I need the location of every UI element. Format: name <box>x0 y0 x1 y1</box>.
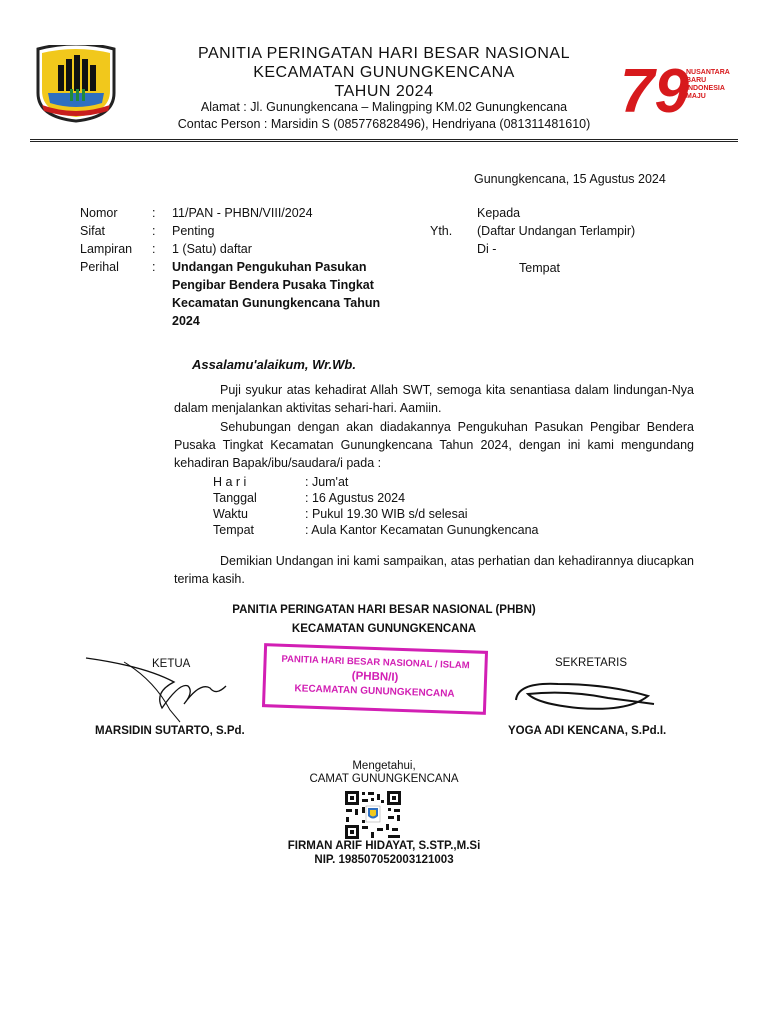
meta-colon: : <box>152 260 156 274</box>
meta-colon: : <box>152 206 156 220</box>
paragraph-1: Puji syukur atas kehadirat Allah SWT, semoga kita senantiasa dalam lindungan-Nya dalam menjalankan aktivitas sehari-hari. Aamiin. <box>174 383 694 415</box>
detail-value: : Aula Kantor Kecamatan Gunungkencana <box>305 523 539 537</box>
letter-date: Gunungkencana, 15 Agustus 2024 <box>474 172 666 186</box>
detail-label: Tempat <box>213 523 254 537</box>
official-stamp <box>262 643 488 715</box>
meta-lampiran-value: 1 (Satu) daftar <box>172 242 252 256</box>
qr-code <box>344 790 402 840</box>
paragraph-2: Sehubungan dengan akan diadakannya Pengukuhan Pasukan Pengibar Bendera Pusaka Tingkat Kecamatan Gunungkencana Tahun 2024, dengan ini kami mengundang kehadiran Bapak/ibu/saudara/i pada : <box>174 420 694 470</box>
detail-label: Tanggal <box>213 491 257 505</box>
kop-address: Alamat : Jl. Gunungkencana – Malingping KM.02 Gunungkencana <box>200 100 568 114</box>
detail-label: H a r i <box>213 475 247 489</box>
recipient-tempat: Tempat <box>519 261 560 275</box>
detail-row <box>213 474 539 490</box>
detail-row <box>213 506 539 522</box>
right-logo-hut-79 <box>618 54 736 126</box>
recipient-di: Di - <box>477 242 497 256</box>
sekretaris-title: SEKRETARIS <box>555 657 627 669</box>
recipient-name: (Daftar Undangan Terlampir) <box>477 224 636 238</box>
mengetahui: Mengetahui, <box>352 760 416 772</box>
detail-row <box>213 522 539 538</box>
meta-sifat-label: Sifat <box>80 224 106 238</box>
meta-perihal-value: Undangan Pengukuhan Pasukan Pengibar Bendera Pusaka Tingkat Kecamatan Gunungkencana Tahun 2024 <box>172 260 381 328</box>
meta-perihal-label: Perihal <box>80 260 119 274</box>
sekretaris-signature <box>508 672 658 720</box>
paragraph-3: Demikian Undangan ini kami sampaikan, atas perhatian dan kehadirannya diucapkan terima kasih. <box>174 554 694 586</box>
stamp-line3: KECAMATAN GUNUNGKENCANA <box>294 683 455 700</box>
detail-value: : Jum'at <box>305 475 349 489</box>
sekretaris-name: YOGA ADI KENCANA, S.Pd.I. <box>508 725 667 737</box>
detail-row <box>213 490 539 506</box>
meta-sifat-value: Penting <box>172 224 215 238</box>
org-line2: KECAMATAN GUNUNGKENCANA <box>291 623 477 635</box>
stamp-line2: (PHBN/I) <box>351 670 399 684</box>
detail-value: : Pukul 19.30 WIB s/d selesai <box>305 507 468 521</box>
salam: Assalamu'alaikum, Wr.Wb. <box>192 357 356 372</box>
kop-line3: TAHUN 2024 <box>334 83 434 100</box>
ketua-title: KETUA <box>152 658 191 670</box>
stamp-line1: PANITIA HARI BESAR NASIONAL / ISLAM <box>281 653 470 672</box>
kop-line1: PANITIA PERINGATAN HARI BESAR NASIONAL <box>198 45 570 62</box>
logo-line-1: NUSANTARA <box>686 69 730 76</box>
left-logo <box>34 45 118 123</box>
kop-contact: Contac Person : Marsidin S (085776828496), Hendriyana (081311481610) <box>177 117 591 131</box>
meta-lampiran-label: Lampiran <box>80 242 133 256</box>
logo-line-3: INDONESIA <box>686 85 725 92</box>
org-line1: PANITIA PERINGATAN HARI BESAR NASIONAL (PHBN) <box>232 604 536 616</box>
logo-line-4: MAJU <box>686 93 706 100</box>
recipient-kepada: Kepada <box>477 206 521 220</box>
kop-line2: KECAMATAN GUNUNGKENCANA <box>253 64 515 81</box>
kop-divider <box>30 139 738 142</box>
camat-nip: NIP. 198507052003121003 <box>314 854 454 866</box>
detail-value: : 16 Agustus 2024 <box>305 491 406 505</box>
ketua-signature <box>84 652 254 724</box>
meta-colon: : <box>152 224 156 238</box>
meta-colon: : <box>152 242 156 256</box>
detail-label: Waktu <box>213 507 248 521</box>
logo-line-2: BARU <box>686 77 707 84</box>
recipient-yth: Yth. <box>430 224 453 238</box>
ketua-name: MARSIDIN SUTARTO, S.Pd. <box>95 725 245 737</box>
event-details <box>213 474 539 538</box>
meta-nomor-label: Nomor <box>80 206 118 220</box>
camat-name: FIRMAN ARIF HIDAYAT, S.STP.,M.Si <box>287 840 481 852</box>
logo-number: 79 <box>620 57 689 126</box>
camat-title: CAMAT GUNUNGKENCANA <box>309 773 459 785</box>
meta-nomor-value: 11/PAN - PHBN/VIII/2024 <box>172 206 313 220</box>
